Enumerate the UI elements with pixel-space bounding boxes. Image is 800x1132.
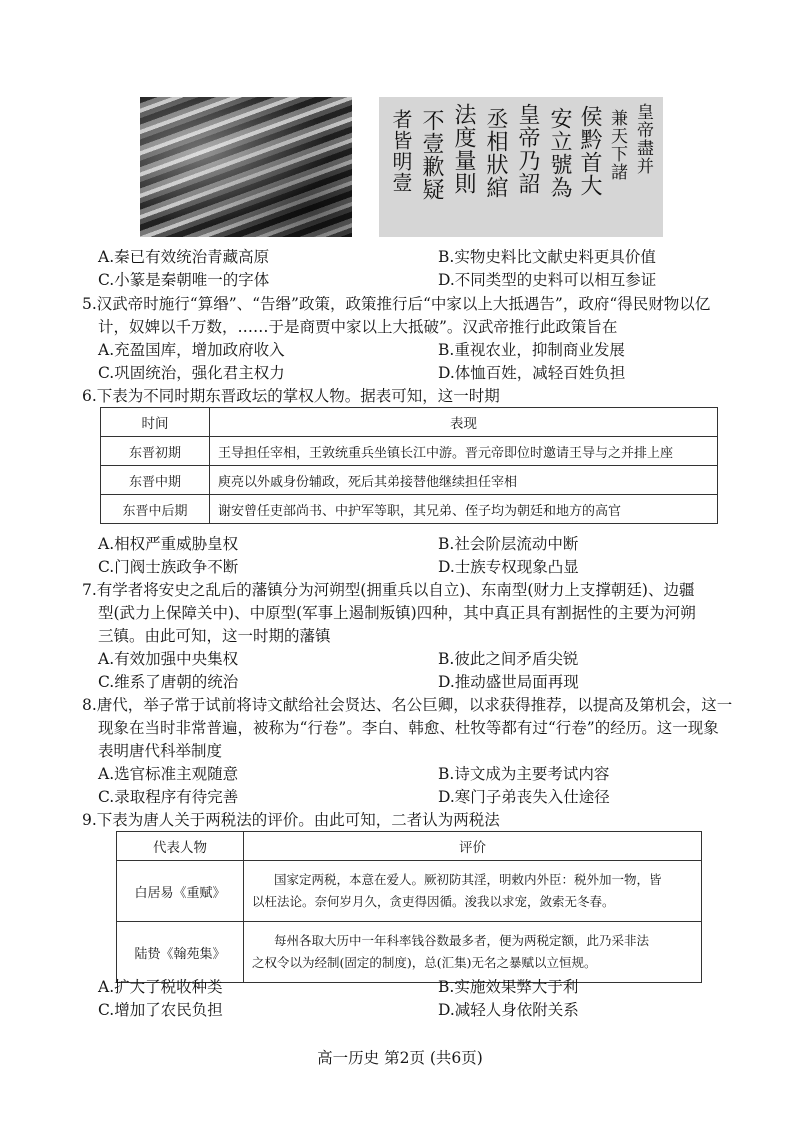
q7-stem-line-3: 三镇。由此可知，这一时期的藩镇 [98,627,331,645]
q6-option-b: B.社会阶层流动中断 [438,535,579,553]
q9-row-2-eval-line-1: 每州各取大历中一年科率钱谷数最多者，便为两税定额，此乃采非法 [274,933,650,948]
q8-option-b: B.诗文成为主要考试内容 [438,765,610,783]
q4-option-a: A.秦已有效统治青藏高原 [98,248,270,266]
q6-row-3-desc: 谢安曾任吏部尚书、中护军等职，其兄弟、侄子均为朝廷和地方的高官 [210,495,718,524]
q9-option-c: C.增加了农民负担 [98,1001,223,1019]
seal-col-7: 法度量則 [451,103,476,195]
q6-row-3-period: 东晋中后期 [101,495,210,524]
q7-option-c: C.维系了唐朝的统治 [98,673,239,691]
q6-option-a: A.相权严重威胁皇权 [98,535,239,553]
q9-row-1-person: 白居易《重赋》 [117,861,244,922]
q6-header-performance: 表现 [210,408,718,437]
seal-col-8: 不壹歉疑 [419,109,444,201]
q7-option-b: B.彼此之间矛盾尖锐 [438,650,579,668]
q7-stem-line-2: 型(武力上保障关中)、中原型(军事上遏制叛镇)四种，其中真正具有割据性的主要为河朔 [98,604,696,622]
q6-row-1-period: 东晋初期 [101,437,210,466]
seal-col-5: 皇帝乃詔 [515,103,540,195]
q9-header-evaluation: 评价 [244,832,702,861]
q6-stem: 6.下表为不同时期东晋政坛的掌权人物。据表可知，这一时期 [82,387,500,405]
q6-row-1-desc: 王导担任宰相，王敦统重兵坐镇长江中游。晋元帝即位时邀请王导与之并排上座 [210,437,718,466]
q9-option-d: D.减轻人身依附关系 [438,1001,579,1019]
seal-col-4: 安立號為 [547,107,572,199]
q9-option-a: A.扩大了税收种类 [98,978,223,996]
q9-row-1-eval-line-1: 国家定两税，本意在爱人。厥初防其淫，明敕内外臣：税外加一物，皆 [274,872,662,887]
q5-option-d: D.体恤百姓，减轻百姓负担 [438,364,626,382]
seal-col-2: 兼天下諸 [607,109,627,181]
q4-option-b: B.实物史料比文献史料更具价值 [438,248,656,266]
q8-option-d: D.寒门子弟丧失入仕途径 [438,788,610,806]
q9-row-1-eval [244,861,702,922]
q9-row-1-eval-line-2: 以枉法论。奈何岁月久，贪吏得因循。浚我以求宠，敛索无冬春。 [252,894,615,909]
q9-header-person: 代表人物 [117,832,244,861]
q9-option-b: B.实施效果弊大于利 [438,978,579,996]
page-footer: 高一历史 第2页 (共6页) [317,1049,483,1067]
q9-row-2-eval [244,922,702,983]
seal-col-6: 丞相狀綰 [483,107,508,199]
rock-carving-photo [140,97,352,237]
q4-option-d: D.不同类型的史料可以相互参证 [438,271,657,289]
q4-option-c: C.小篆是秦朝唯一的字体 [98,271,270,289]
q8-stem-line-1: 8.唐代，举子常于试前将诗文献给社会贤达、名公巨卿，以求获得推荐，以提高及第机会，这一 [82,696,733,714]
q9-table [116,831,702,983]
q5-option-c: C.巩固统治，强化君主权力 [98,364,285,382]
q6-table [100,407,718,524]
q5-stem-line-2: 计，奴婢以千万数，……于是商贾中家以上大抵破”。汉武帝推行此政策旨在 [98,318,618,336]
seal-col-1: 皇帝盡并 [633,103,653,175]
q8-stem-line-2: 现象在当时非常普遍，被称为“行卷”。李白、韩愈、杜牧等都有过“行卷”的经历。这一现象 [98,719,719,737]
q5-option-b: B.重视农业，抑制商业发展 [438,341,625,359]
seal-col-3: 侯黔首大 [577,105,602,197]
q9-row-2-person: 陆贽《翰苑集》 [117,922,244,983]
q6-header-time: 时间 [101,408,210,437]
q6-option-c: C.门阀士族政争不断 [98,558,239,576]
q7-stem-line-1: 7.有学者将安史之乱后的藩镇分为河朔型(拥重兵以自立)、东南型(财力上支撑朝廷)、边疆 [82,581,695,599]
q7-option-a: A.有效加强中央集权 [98,650,239,668]
q5-stem-line-1: 5.汉武帝时施行“算缗”、“告缗”政策，政策推行后“中家以上大抵遇告”，政府“得民财物以亿 [82,295,711,313]
seal-col-9: 者皆明壹 [389,109,413,193]
q9-row-2-eval-line-2: 之权令以为经制(固定的制度)，总(汇集)无名之暴赋以立恒规。 [252,955,597,970]
q5-option-a: A.充盈国库，增加政府收入 [98,341,285,359]
q7-option-d: D.推动盛世局面再现 [438,673,579,691]
q6-row-2-desc: 庾亮以外戚身份辅政，死后其弟接替他继续担任宰相 [210,466,718,495]
q6-row-2-period: 东晋中期 [101,466,210,495]
q9-stem: 9.下表为唐人关于两税法的评价。由此可知，二者认为两税法 [82,811,500,829]
q8-option-c: C.录取程序有待完善 [98,788,239,806]
q8-stem-line-3: 表明唐代科举制度 [98,742,223,760]
seal-script-inscription-photo [379,97,663,237]
q8-option-a: A.选官标准主观随意 [98,765,239,783]
q6-option-d: D.士族专权现象凸显 [438,558,579,576]
